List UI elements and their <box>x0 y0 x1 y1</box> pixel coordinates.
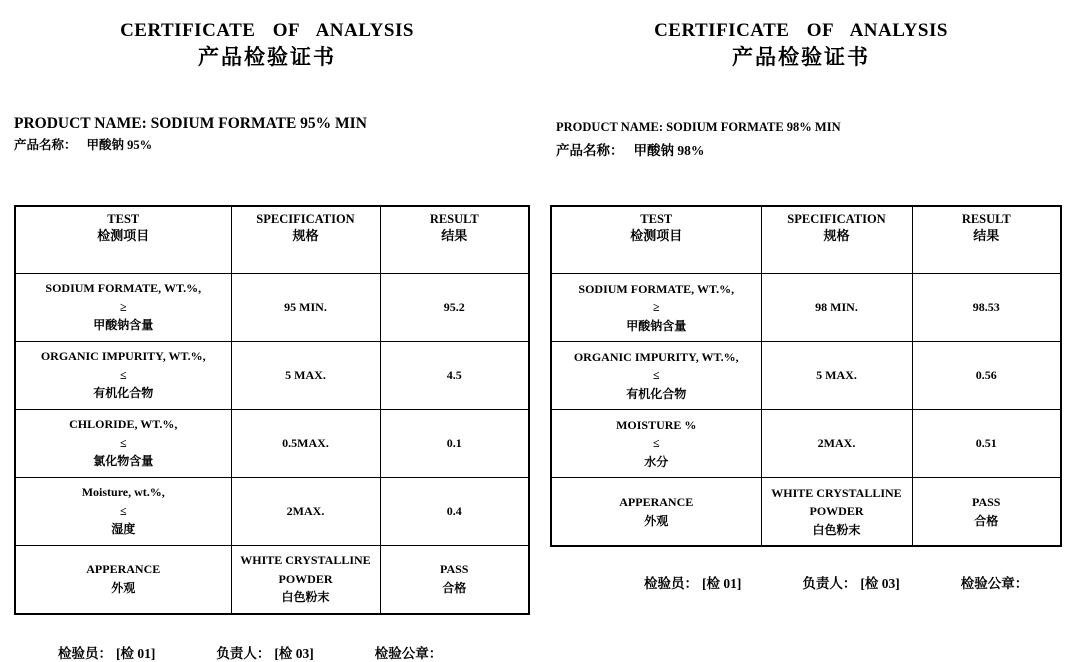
manager-label: 负责人： <box>802 576 857 592</box>
header-specification-en: SPECIFICATION <box>787 212 886 227</box>
table-row <box>551 342 1061 410</box>
spec-cell: WHITE CRYSTALLINE POWDER 白色粉末 <box>231 545 380 614</box>
result-cell: PASS 合格 <box>380 545 529 614</box>
product-name-zh-value: 甲酸钠 98% <box>633 142 705 158</box>
inspector-label: 检验员： <box>644 576 698 592</box>
table-body <box>551 274 1061 547</box>
header-result <box>380 206 529 274</box>
product-name-en: PRODUCT NAME: SODIUM FORMATE 95% MIN <box>14 114 367 132</box>
header-test-en: TEST <box>640 212 673 227</box>
manager-field <box>216 642 317 662</box>
result-cell: 0.56 <box>912 342 1061 410</box>
inspector-value: [检 01] <box>702 576 742 592</box>
manager-value: [检 03] <box>274 645 314 661</box>
manager-value: [检 03] <box>860 576 900 592</box>
header-specification-zh: 规格 <box>823 228 850 244</box>
inspector-value: [检 01] <box>116 645 156 661</box>
seal-label: 检验公章： <box>960 576 1029 592</box>
certificate-title-en: CERTIFICATE OF ANALYSIS <box>120 20 414 41</box>
product-name-zh-label: 产品名称： <box>14 137 77 152</box>
spec-cell: WHITE CRYSTALLINE POWDER 白色粉末 <box>761 478 912 547</box>
table-body <box>15 273 529 614</box>
result-cell: 95.2 <box>380 273 529 341</box>
table-row <box>551 274 1061 342</box>
result-cell: PASS 合格 <box>912 478 1061 547</box>
certificate-title-zh: 产品检验证书 <box>198 44 336 69</box>
table-row <box>15 477 529 545</box>
header-result-zh: 结果 <box>441 227 468 243</box>
test-cell: APPERANCE 外观 <box>15 545 231 614</box>
inspector-label: 检验员： <box>58 645 112 661</box>
certificate-title-zh: 产品检验证书 <box>732 44 870 69</box>
certificate-98 <box>534 0 1068 653</box>
table-header <box>15 206 529 274</box>
spec-cell: 95 MIN. <box>231 273 380 341</box>
test-cell: APPERANCE 外观 <box>551 478 761 547</box>
test-cell: SODIUM FORMATE, WT.%, ≥ 甲酸钠含量 <box>551 274 761 342</box>
product-name-zh-value: 甲酸钠 95% <box>86 137 153 152</box>
result-cell: 0.51 <box>912 410 1061 478</box>
spec-cell: 5 MAX. <box>761 342 912 410</box>
header-result <box>912 206 1061 274</box>
header-result-en: RESULT <box>961 212 1011 227</box>
result-cell: 0.1 <box>380 409 529 477</box>
certificate-title-en: CERTIFICATE OF ANALYSIS <box>654 20 948 41</box>
manager-label: 负责人： <box>216 645 271 661</box>
header-specification <box>231 206 380 274</box>
inspector-field <box>644 572 745 592</box>
result-cell: 4.5 <box>380 341 529 409</box>
seal-label: 检验公章： <box>374 645 443 661</box>
table-row <box>15 545 529 614</box>
table-row <box>551 410 1061 478</box>
spec-cell: 98 MIN. <box>761 274 912 342</box>
header-test-zh: 检测项目 <box>630 228 683 244</box>
table-row <box>15 409 529 477</box>
header-test <box>15 206 231 274</box>
header-test-en: TEST <box>107 211 140 226</box>
table-row <box>551 478 1061 547</box>
product-name-zh <box>556 143 1068 159</box>
header-test <box>551 206 761 274</box>
signature-footer <box>644 572 1068 592</box>
seal-field <box>961 572 1033 592</box>
spec-cell: 2MAX. <box>761 410 912 478</box>
analysis-table-95 <box>14 205 530 615</box>
product-name-en: PRODUCT NAME: SODIUM FORMATE 98% MIN <box>556 119 841 134</box>
test-cell: ORGANIC IMPURITY, WT.%, ≤ 有机化合物 <box>15 341 231 409</box>
test-cell: SODIUM FORMATE, WT.%, ≥ 甲酸钠含量 <box>15 273 231 341</box>
header-row <box>15 206 529 274</box>
header-specification <box>761 206 912 274</box>
test-cell: ORGANIC IMPURITY, WT.%, ≤ 有机化合物 <box>551 342 761 410</box>
spec-cell: 5 MAX. <box>231 341 380 409</box>
signature-footer <box>58 642 534 662</box>
certificate-95 <box>0 0 534 661</box>
header-row <box>551 206 1061 274</box>
manager-field <box>802 572 903 592</box>
product-name-zh-label: 产品名称： <box>556 142 624 158</box>
inspector-field <box>58 642 159 662</box>
test-cell: CHLORIDE, WT.%, ≤ 氯化物含量 <box>15 409 231 477</box>
test-cell: MOISTURE % ≤ 水分 <box>551 410 761 478</box>
product-name-zh <box>14 138 534 153</box>
test-cell: Moisture, wt.%, ≤ 湿度 <box>15 477 231 545</box>
header-specification-zh: 规格 <box>292 227 319 243</box>
header-specification-en: SPECIFICATION <box>256 211 355 226</box>
seal-field <box>375 642 447 662</box>
table-row <box>15 341 529 409</box>
spec-cell: 2MAX. <box>231 477 380 545</box>
header-test-zh: 检测项目 <box>97 227 150 243</box>
result-cell: 0.4 <box>380 477 529 545</box>
analysis-table-98 <box>550 205 1062 547</box>
table-row <box>15 273 529 341</box>
spec-cell: 0.5MAX. <box>231 409 380 477</box>
result-cell: 98.53 <box>912 274 1061 342</box>
header-result-en: RESULT <box>429 211 479 226</box>
header-result-zh: 结果 <box>973 228 1000 244</box>
table-header <box>551 206 1061 274</box>
